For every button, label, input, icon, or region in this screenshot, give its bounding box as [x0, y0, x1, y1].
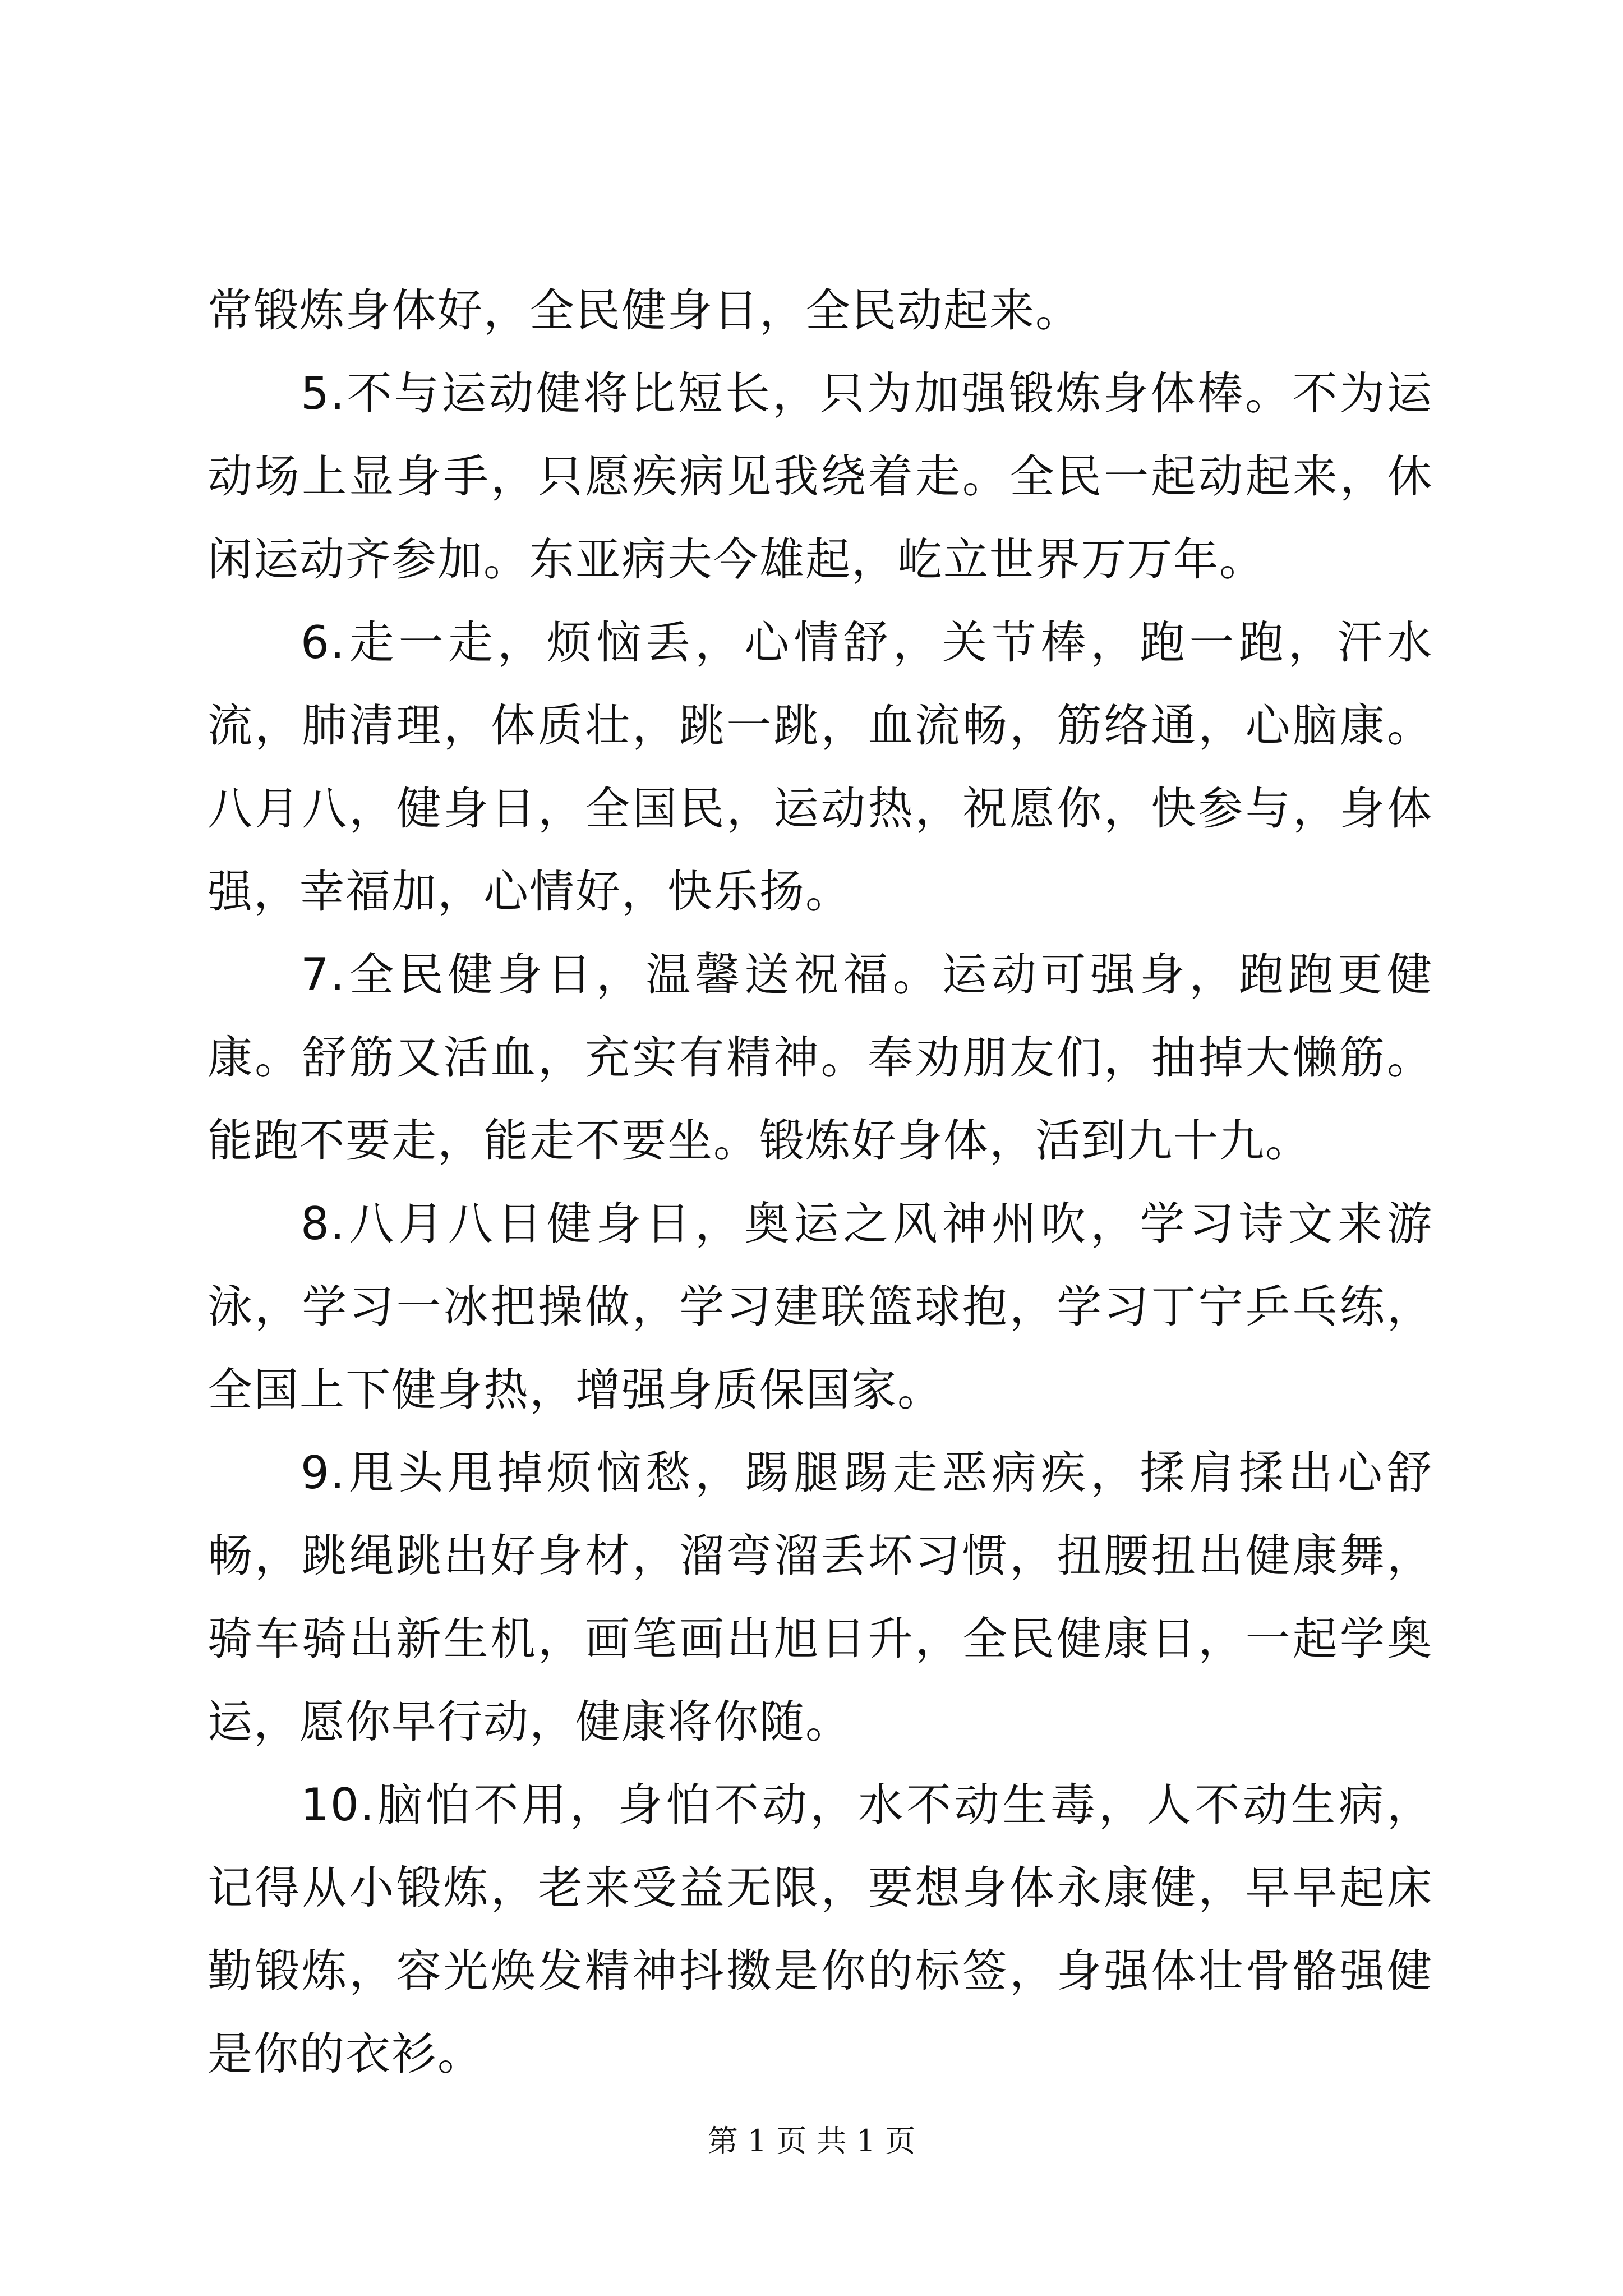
paragraph-item-7: 7.全民健身日，温馨送祝福。运动可强身，跑跑更健康。舒筋又活血，充实有精神。奉劝朋友们，抽掉大懒筋。能跑不要走，能走不要坐。锻炼好身体，活到九十九。	[208, 949, 1433, 1167]
paragraph-item-10: 10.脑怕不用，身怕不动，水不动生毒，人不动生病，记得从小锻炼，老来受益无限，要想身体永康健，早早起床勤锻炼，容光焕发精神抖擞是你的标签，身强体壮骨骼强健是你的衣衫。	[208, 1779, 1433, 2080]
paragraph-0: 常锻炼身体好，全民健身日，全民动起来。	[208, 284, 1081, 337]
paragraph-item-9: 9.甩头甩掉烦恼愁，踢腿踢走恶病疾，揉肩揉出心舒畅，跳绳跳出好身材，溜弯溜丢坏习惯，扭腰扭出健康舞，骑车骑出新生机，画笔画出旭日升，全民健康日，一起学奥运，愿你早行动，健康将你随。	[208, 1447, 1433, 1748]
paragraph-item-5: 5.不与运动健将比短长，只为加强锻炼身体棒。不为运动场上显身手，只愿疾病见我绕着走。全民一起动起来，休闲运动齐参加。东亚病夫今雄起，屹立世界万万年。	[208, 367, 1433, 586]
document-body	[208, 269, 1433, 2096]
paragraph-item-6: 6.走一走，烦恼丢，心情舒，关节棒，跑一跑，汗水流，肺清理，体质壮，跳一跳，血流畅，筋络通，心脑康。八月八，健身日，全国民，运动热，祝愿你，快参与，身体强，幸福加，心情好，快乐扬。	[208, 616, 1433, 918]
page-footer: 第 1 页 共 1 页	[707, 2123, 916, 2159]
paragraph-item-8: 8.八月八日健身日，奥运之风神州吹，学习诗文来游泳，学习一冰把操做，学习建联篮球抱，学习丁宁乒乓练，全国上下健身热，增强身质保国家。	[208, 1198, 1433, 1416]
